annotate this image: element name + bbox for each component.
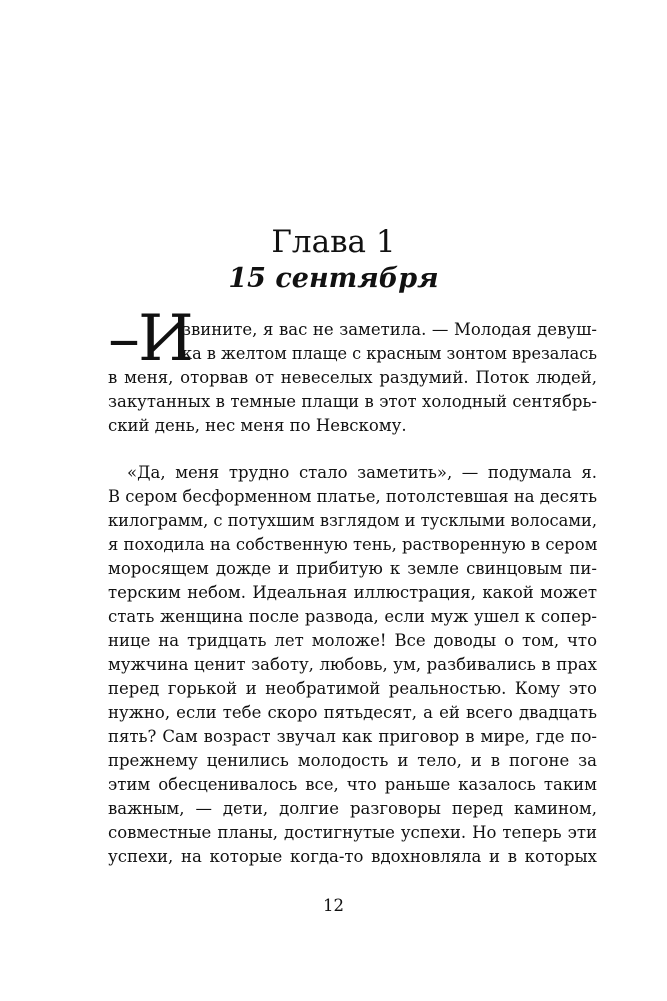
paragraph-line: важным, — дети, долгие разговоры перед камином, [108, 799, 597, 818]
paragraph-line: килограмм, с потухшим взглядом и тусклыми волосами, [108, 511, 598, 530]
paragraph-line: в меня, оторвав от невеселых раздумий. Поток людей, [108, 368, 597, 387]
paragraph-line: стать женщина после развода, если муж ушел к сопер- [108, 607, 597, 626]
paragraph-line: ка в желтом плаще с красным зонтом врезалась [182, 344, 598, 363]
paragraph-line: прежнему ценились молодость и тело, и в погоне за [108, 751, 597, 770]
paragraph-line: ский день, нес меня по Невскому. [108, 416, 407, 435]
paragraph-line: я походила на собственную тень, растворенную в сером [108, 535, 598, 554]
paragraph-line: пять? Сам возраст звучал как приговор в мире, где по- [108, 727, 597, 746]
paragraph-line: В сером бесформенном платье, потолстевшая на десять [108, 487, 598, 506]
paragraph-line: успехи, на которые когда-то вдохновляла и в которых [108, 847, 597, 866]
paragraph-line: «Да, меня трудно стало заметить», — подумала я. [127, 463, 597, 482]
paragraph-line: моросящем дожде и прибитую к земле свинцовым пи- [108, 559, 597, 578]
paragraph-line: звините, я вас не заметила. — Молодая девуш- [182, 320, 597, 339]
paragraph-line: закутанных в темные плащи в этот холодный сентябрь- [108, 392, 597, 411]
paragraph-line: этим обесценивалось все, что раньше казалось таким [108, 775, 597, 794]
paragraph-line: перед горькой и необратимой реальностью. Кому это [108, 679, 597, 698]
chapter-date: 15 сентября [228, 263, 439, 294]
paragraph-line: совместные планы, достигнутые успехи. Но теперь эти [108, 823, 597, 842]
paragraph-line: нужно, если тебе скоро пятьдесят, а ей всего двадцать [108, 703, 597, 722]
paragraph-line: терским небом. Идеальная иллюстрация, какой может [108, 583, 597, 602]
paragraph-line: нице на тридцать лет моложе! Все доводы о том, что [108, 631, 597, 650]
page-number: 12 [323, 896, 344, 915]
paragraph-line: мужчина ценит заботу, любовь, ум, разбивались в прах [108, 655, 597, 674]
dropcap: –И [108, 302, 192, 376]
chapter-title: Глава 1 [271, 224, 396, 260]
